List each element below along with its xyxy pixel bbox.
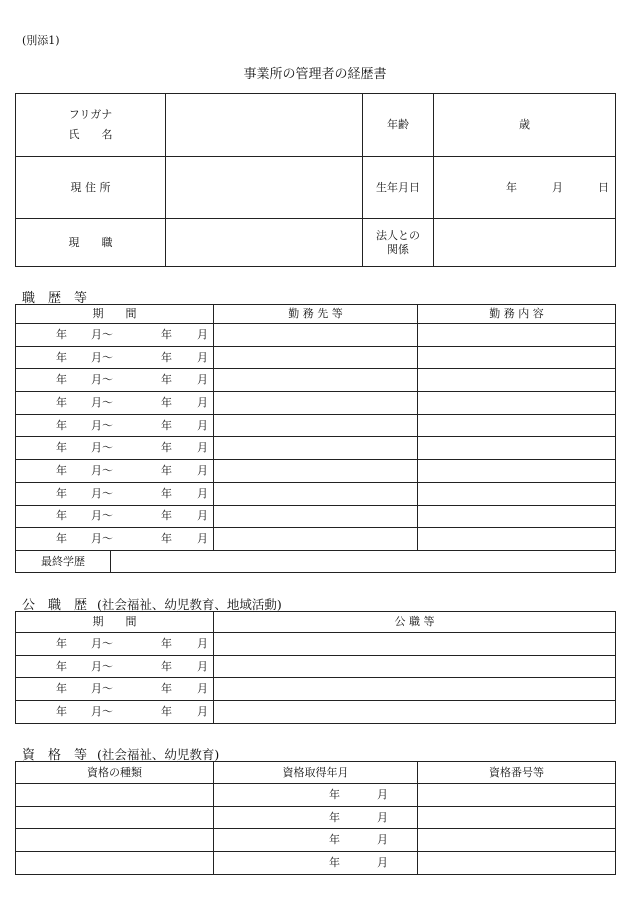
public-office-table bbox=[15, 611, 616, 724]
workplace-cell[interactable] bbox=[214, 392, 418, 415]
duties-cell[interactable] bbox=[418, 528, 616, 551]
period-from-year: 年 bbox=[56, 509, 67, 523]
period-from-month: 月〜 bbox=[91, 441, 113, 455]
office-cell[interactable] bbox=[214, 678, 616, 701]
qual-year-unit: 年 bbox=[329, 810, 340, 824]
workplace-cell[interactable] bbox=[214, 324, 418, 347]
age-label: 年齢 bbox=[363, 94, 434, 157]
period-to-year: 年 bbox=[161, 486, 172, 500]
office-cell[interactable] bbox=[214, 655, 616, 678]
qualification-row bbox=[16, 784, 616, 807]
age-input-cell[interactable] bbox=[434, 94, 616, 157]
qual-month-unit: 月 bbox=[377, 833, 388, 847]
qual-number-cell[interactable] bbox=[418, 806, 616, 829]
period-cell[interactable] bbox=[16, 633, 214, 656]
qual-col-type: 資格の種類 bbox=[16, 762, 214, 784]
workplace-cell[interactable] bbox=[214, 369, 418, 392]
career-row bbox=[16, 346, 616, 369]
period-from-year: 年 bbox=[56, 705, 67, 719]
career-row bbox=[16, 460, 616, 483]
name-label: 氏 名 bbox=[68, 128, 113, 141]
address-label: 現 住 所 bbox=[16, 157, 166, 219]
career-row bbox=[16, 392, 616, 415]
relation-label-2: 関係 bbox=[387, 242, 409, 256]
period-cell[interactable] bbox=[16, 437, 214, 460]
period-from-year: 年 bbox=[56, 659, 67, 673]
birth-month-unit: 月 bbox=[552, 180, 563, 194]
public-office-row bbox=[16, 678, 616, 701]
career-table bbox=[15, 304, 616, 573]
qualification-row bbox=[16, 829, 616, 852]
career-row bbox=[16, 482, 616, 505]
period-from-month: 月〜 bbox=[91, 532, 113, 546]
period-from-month: 月〜 bbox=[91, 486, 113, 500]
duties-cell[interactable] bbox=[418, 505, 616, 528]
qual-year-unit: 年 bbox=[329, 787, 340, 801]
period-to-year: 年 bbox=[161, 636, 172, 650]
qual-type-cell[interactable] bbox=[16, 806, 214, 829]
career-col-workplace: 勤 務 先 等 bbox=[214, 305, 418, 324]
period-to-month: 月 bbox=[197, 327, 208, 341]
qual-type-cell[interactable] bbox=[16, 852, 214, 875]
period-to-month: 月 bbox=[197, 418, 208, 432]
period-to-year: 年 bbox=[161, 396, 172, 410]
period-cell[interactable] bbox=[16, 460, 214, 483]
workplace-cell[interactable] bbox=[214, 482, 418, 505]
public-office-paren: (社会福祉、幼児教育、地域活動) bbox=[97, 597, 282, 612]
relation-label-cell bbox=[363, 219, 434, 267]
period-from-year: 年 bbox=[56, 373, 67, 387]
career-heading: 職 歴 等 bbox=[22, 291, 88, 306]
period-cell[interactable] bbox=[16, 346, 214, 369]
period-to-year: 年 bbox=[161, 327, 172, 341]
period-from-month: 月〜 bbox=[91, 350, 113, 364]
period-from-month: 月〜 bbox=[91, 705, 113, 719]
qual-year-unit: 年 bbox=[329, 833, 340, 847]
period-from-year: 年 bbox=[56, 532, 67, 546]
career-row bbox=[16, 528, 616, 551]
period-from-year: 年 bbox=[56, 682, 67, 696]
qual-type-cell[interactable] bbox=[16, 784, 214, 807]
relation-label-1: 法人との bbox=[376, 228, 420, 242]
period-to-month: 月 bbox=[197, 441, 208, 455]
period-to-month: 月 bbox=[197, 464, 208, 478]
education-input-cell[interactable] bbox=[111, 550, 616, 572]
period-from-year: 年 bbox=[56, 441, 67, 455]
period-from-month: 月〜 bbox=[91, 327, 113, 341]
period-to-month: 月 bbox=[197, 350, 208, 364]
period-from-year: 年 bbox=[56, 636, 67, 650]
period-cell[interactable] bbox=[16, 678, 214, 701]
birth-day-unit: 日 bbox=[598, 180, 609, 194]
attachment-label: (別添1) bbox=[22, 34, 60, 47]
period-from-year: 年 bbox=[56, 464, 67, 478]
current-job-label: 現 職 bbox=[16, 219, 166, 267]
career-row bbox=[16, 369, 616, 392]
period-cell[interactable] bbox=[16, 655, 214, 678]
period-to-year: 年 bbox=[161, 373, 172, 387]
period-to-year: 年 bbox=[161, 705, 172, 719]
current-job-input-cell[interactable] bbox=[166, 219, 363, 267]
period-from-month: 月〜 bbox=[91, 682, 113, 696]
period-from-year: 年 bbox=[56, 350, 67, 364]
workplace-cell[interactable] bbox=[214, 505, 418, 528]
period-cell[interactable] bbox=[16, 505, 214, 528]
duties-cell[interactable] bbox=[418, 414, 616, 437]
period-to-month: 月 bbox=[197, 396, 208, 410]
period-from-month: 月〜 bbox=[91, 418, 113, 432]
qualifications-heading: 資 格 等 bbox=[22, 748, 88, 763]
education-label: 最終学歴 bbox=[16, 550, 111, 572]
period-cell[interactable] bbox=[16, 528, 214, 551]
period-from-month: 月〜 bbox=[91, 509, 113, 523]
public-office-row bbox=[16, 655, 616, 678]
public-col-period: 期 間 bbox=[16, 612, 214, 633]
career-row bbox=[16, 437, 616, 460]
career-row bbox=[16, 324, 616, 347]
period-to-month: 月 bbox=[197, 705, 208, 719]
duties-cell[interactable] bbox=[418, 460, 616, 483]
workplace-cell[interactable] bbox=[214, 460, 418, 483]
name-input-cell[interactable] bbox=[166, 94, 363, 157]
period-to-month: 月 bbox=[197, 373, 208, 387]
furigana-label: フリガナ bbox=[68, 108, 113, 122]
period-from-year: 年 bbox=[56, 396, 67, 410]
period-to-year: 年 bbox=[161, 350, 172, 364]
qual-month-unit: 月 bbox=[377, 810, 388, 824]
page-title: 事業所の管理者の経歴書 bbox=[243, 67, 387, 82]
duties-cell[interactable] bbox=[418, 324, 616, 347]
qualification-row bbox=[16, 852, 616, 875]
name-label-cell bbox=[16, 94, 166, 157]
duties-cell[interactable] bbox=[418, 482, 616, 505]
qualifications-paren: (社会福祉、幼児教育) bbox=[97, 747, 220, 762]
duties-cell[interactable] bbox=[418, 346, 616, 369]
period-from-month: 月〜 bbox=[91, 659, 113, 673]
relation-input-cell[interactable] bbox=[434, 219, 616, 267]
period-cell[interactable] bbox=[16, 701, 214, 724]
workplace-cell[interactable] bbox=[214, 346, 418, 369]
period-to-year: 年 bbox=[161, 464, 172, 478]
qual-col-number: 資格番号等 bbox=[418, 762, 616, 784]
public-col-office: 公 職 等 bbox=[214, 612, 616, 633]
qual-number-cell[interactable] bbox=[418, 784, 616, 807]
period-from-month: 月〜 bbox=[91, 464, 113, 478]
period-to-month: 月 bbox=[197, 682, 208, 696]
birthdate-label: 生年月日 bbox=[363, 157, 434, 219]
period-to-year: 年 bbox=[161, 418, 172, 432]
period-to-year: 年 bbox=[161, 532, 172, 546]
workplace-cell[interactable] bbox=[214, 414, 418, 437]
period-cell[interactable] bbox=[16, 369, 214, 392]
period-from-month: 月〜 bbox=[91, 373, 113, 387]
period-to-year: 年 bbox=[161, 441, 172, 455]
qual-month-unit: 月 bbox=[377, 787, 388, 801]
duties-cell[interactable] bbox=[418, 392, 616, 415]
personal-info-table bbox=[15, 93, 616, 267]
office-cell[interactable] bbox=[214, 701, 616, 724]
period-cell[interactable] bbox=[16, 324, 214, 347]
qualifications-table bbox=[15, 761, 616, 875]
period-to-year: 年 bbox=[161, 659, 172, 673]
period-cell[interactable] bbox=[16, 414, 214, 437]
address-input-cell[interactable] bbox=[166, 157, 363, 219]
period-to-month: 月 bbox=[197, 659, 208, 673]
period-from-year: 年 bbox=[56, 486, 67, 500]
qual-date-cell[interactable] bbox=[214, 852, 418, 875]
public-office-row bbox=[16, 701, 616, 724]
period-to-month: 月 bbox=[197, 636, 208, 650]
period-to-year: 年 bbox=[161, 509, 172, 523]
qual-type-cell[interactable] bbox=[16, 829, 214, 852]
qual-number-cell[interactable] bbox=[418, 829, 616, 852]
office-cell[interactable] bbox=[214, 633, 616, 656]
qual-number-cell[interactable] bbox=[418, 852, 616, 875]
birthdate-input-cell[interactable] bbox=[434, 157, 616, 219]
period-from-month: 月〜 bbox=[91, 636, 113, 650]
qual-year-unit: 年 bbox=[329, 856, 340, 870]
qual-date-cell[interactable] bbox=[214, 806, 418, 829]
period-to-month: 月 bbox=[197, 486, 208, 500]
birth-year-unit: 年 bbox=[506, 180, 517, 194]
duties-cell[interactable] bbox=[418, 369, 616, 392]
qual-month-unit: 月 bbox=[377, 856, 388, 870]
period-to-year: 年 bbox=[161, 682, 172, 696]
career-row bbox=[16, 505, 616, 528]
qual-col-date: 資格取得年月 bbox=[214, 762, 418, 784]
period-cell[interactable] bbox=[16, 392, 214, 415]
career-col-duties: 勤 務 内 容 bbox=[418, 305, 616, 324]
period-cell[interactable] bbox=[16, 482, 214, 505]
workplace-cell[interactable] bbox=[214, 437, 418, 460]
period-to-month: 月 bbox=[197, 509, 208, 523]
age-unit: 歳 bbox=[519, 118, 530, 132]
career-row bbox=[16, 414, 616, 437]
period-from-month: 月〜 bbox=[91, 396, 113, 410]
duties-cell[interactable] bbox=[418, 437, 616, 460]
public-office-row bbox=[16, 633, 616, 656]
qual-date-cell[interactable] bbox=[214, 784, 418, 807]
period-from-year: 年 bbox=[56, 418, 67, 432]
period-to-month: 月 bbox=[197, 532, 208, 546]
qual-date-cell[interactable] bbox=[214, 829, 418, 852]
period-from-year: 年 bbox=[56, 327, 67, 341]
career-col-period: 期 間 bbox=[16, 305, 214, 324]
workplace-cell[interactable] bbox=[214, 528, 418, 551]
qualification-row bbox=[16, 806, 616, 829]
public-office-heading: 公 職 歴 bbox=[22, 598, 88, 613]
